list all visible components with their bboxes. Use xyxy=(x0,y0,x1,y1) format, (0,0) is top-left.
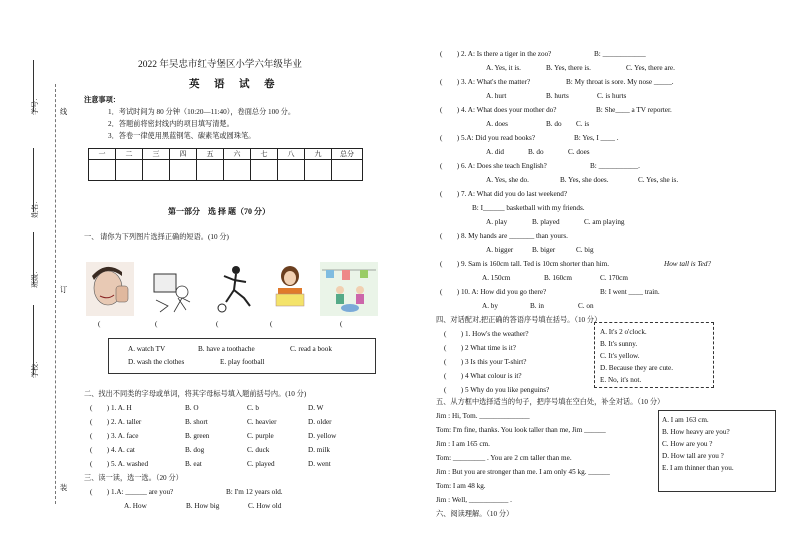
match-answer: A. It's 2 o'clock. xyxy=(600,328,647,336)
dialogue-line: Jim : But you are stronger than me. I am only 45 kg. ______ xyxy=(436,468,610,476)
phrase-option: B. have a toothache xyxy=(198,345,255,353)
seal-zhuang-char: 装 xyxy=(60,484,68,492)
school-label: 学校： xyxy=(31,357,39,378)
question-item: ( ) 3. A: What's the matter? xyxy=(440,78,531,86)
phrase-option: A. watch TV xyxy=(128,345,166,353)
option: A. by xyxy=(482,302,498,310)
option: B. Yes, she does. xyxy=(560,176,609,184)
answer-blank[interactable]: ( xyxy=(216,320,219,328)
option: A. play xyxy=(486,218,508,226)
option: C. played xyxy=(247,460,275,468)
option: C. is hurts xyxy=(597,92,627,100)
phrase-option-box xyxy=(108,338,376,374)
dialogue-line: Tom: I'm fine, thanks. You look taller than me, Jim ______ xyxy=(436,426,606,434)
name-label: 姓名： xyxy=(31,197,39,218)
notes-heading: 注意事项： xyxy=(84,96,120,104)
option: A. Yes, it is. xyxy=(486,64,521,72)
read-book-picture xyxy=(266,262,314,316)
sentence-option: B. How heavy are you? xyxy=(662,428,730,436)
question-item: ( ) 5.A: Did you read books? xyxy=(440,134,536,142)
question-item: ( ) 10. A: How did you go there? xyxy=(440,288,547,296)
option: A. did xyxy=(486,148,504,156)
section6-title: 六、阅读理解。（10 分） xyxy=(436,510,514,518)
option: D. yellow xyxy=(308,432,337,440)
answer-blank[interactable]: ( xyxy=(340,320,343,328)
answer-blank[interactable]: ( xyxy=(98,320,101,328)
exam-title: 2022 年吴忠市红寺堡区小学六年级毕业 xyxy=(138,60,302,70)
option: C. 170cm xyxy=(600,274,628,282)
play-football-picture xyxy=(210,262,258,316)
score-cell[interactable] xyxy=(143,160,170,181)
score-header: 总分 xyxy=(332,149,363,160)
match-question: ( ) 4 What colour is it? xyxy=(444,372,522,380)
match-answer: E. No, it's not. xyxy=(600,376,642,384)
question-reply: B: Yes, I ____ . xyxy=(574,134,619,142)
note-item: 3．答卷一律使用黑蓝钢笔、碳素笔或圆珠笔。 xyxy=(108,132,256,140)
section2-title: 二、找出不同类的字母或单词，将其字母标号填入题前括号内。(10 分) xyxy=(84,390,307,398)
dialogue-line: Tom: I am 48 kg. xyxy=(436,482,486,490)
question-item: ( ) 2. A: Is there a tiger in the zoo? xyxy=(440,50,552,58)
question-item: ( ) 6. A: Does she teach English? xyxy=(440,162,547,170)
question-reply: B: I went ____ train. xyxy=(600,288,660,296)
binding-margin xyxy=(0,0,78,560)
section3-title: 三、读一读，选一选。（20 分） xyxy=(84,474,183,482)
option: A. does xyxy=(486,120,508,128)
question-reply: B: My throat is sore. My nose _____. xyxy=(566,78,674,86)
answer-blank[interactable]: ( xyxy=(270,320,273,328)
score-header: 九 xyxy=(305,149,332,160)
score-header: 六 xyxy=(224,149,251,160)
score-cell[interactable] xyxy=(224,160,251,181)
score-cell[interactable] xyxy=(251,160,278,181)
phrase-option: C. read a book xyxy=(290,345,332,353)
match-question: ( ) 1. How's the weather? xyxy=(444,330,529,338)
option: B. in xyxy=(530,302,544,310)
option: C. is xyxy=(576,120,590,128)
option: B. 160cm xyxy=(544,274,572,282)
option: C. b xyxy=(247,404,259,412)
option: B. played xyxy=(532,218,560,226)
exam-subtitle: 英 语 试 卷 xyxy=(189,79,277,90)
question-reply: B: I______ basketball with my friends. xyxy=(472,204,585,212)
section1-title: 一、 请你为下列图片选择正确的短语。(10 分) xyxy=(84,233,229,241)
student-id-line xyxy=(33,60,34,112)
option: A. Yes, she do. xyxy=(486,176,529,184)
option: B. O xyxy=(185,404,199,412)
option: B. hurts xyxy=(546,92,569,100)
score-cell[interactable] xyxy=(197,160,224,181)
option: A. How xyxy=(124,502,147,510)
match-question: ( ) 3 Is this your T-shirt? xyxy=(444,358,527,366)
option: A. hurt xyxy=(486,92,507,100)
sentence-option: A. I am 163 cm. xyxy=(662,416,709,424)
section5-title: 五、从方框中选择适当的句子，把序号填在空白处，补全对话。（10 分） xyxy=(436,398,665,406)
note-item: 2．答题前将密封线内的项目填写清楚。 xyxy=(108,120,234,128)
question-item: ( ) 1.A: ______ are you? xyxy=(90,488,174,496)
option: A. bigger xyxy=(486,246,514,254)
seal-dashed-line xyxy=(55,84,56,504)
seal-ding-char: 订 xyxy=(60,286,68,294)
class-label: 班级： xyxy=(31,267,39,288)
option: C. How old xyxy=(248,502,282,510)
option: C. purple xyxy=(247,432,274,440)
option: A. 150cm xyxy=(482,274,511,282)
score-header: 五 xyxy=(197,149,224,160)
dialogue-line: Jim : Hi, Tom. ______________ xyxy=(436,412,530,420)
match-answer: D. Because they are cute. xyxy=(600,364,674,372)
option: B. How big xyxy=(186,502,220,510)
option: B. do xyxy=(528,148,544,156)
option: C. does xyxy=(568,148,590,156)
seal-line-char: 线 xyxy=(60,108,68,116)
score-header: 四 xyxy=(170,149,197,160)
score-cell[interactable] xyxy=(170,160,197,181)
option: B. green xyxy=(185,432,210,440)
option: D. milk xyxy=(308,446,330,454)
option: C. heavier xyxy=(247,418,277,426)
part1-heading: 第一部分 选 择 题（70 分） xyxy=(168,207,270,216)
option: C. Yes, she is. xyxy=(638,176,679,184)
question-item: ( ) 4. A: What does your mother do? xyxy=(440,106,557,114)
score-cell[interactable] xyxy=(278,160,305,181)
question-item: ( ) 2. A. taller xyxy=(90,418,142,426)
toothache-picture xyxy=(86,262,134,316)
name-line xyxy=(33,148,34,212)
option: C. big xyxy=(576,246,594,254)
question-item: ( ) 3. A. face xyxy=(90,432,139,440)
class-line xyxy=(33,232,34,284)
section4-title: 四、对话配对,把正确的答语序号填在括号。（10 分） xyxy=(436,316,602,324)
phrase-option: E. play football xyxy=(220,358,265,366)
question-reply: B: ____________ xyxy=(594,50,646,58)
watch-tv-picture xyxy=(148,262,196,316)
question-item: ( ) 9. Sam is 160cm tall. Ted is 10cm shorter than him. xyxy=(440,260,610,268)
option: C. on xyxy=(578,302,594,310)
dialogue-line: Jim : I am 165 cm. xyxy=(436,440,490,448)
score-header: 七 xyxy=(251,149,278,160)
score-table xyxy=(88,148,363,181)
option: C. Yes, there are. xyxy=(626,64,675,72)
score-cell[interactable] xyxy=(116,160,143,181)
answer-blank[interactable]: ( xyxy=(155,320,158,328)
score-header: 二 xyxy=(116,149,143,160)
sentence-option: D. How tall are you ? xyxy=(662,452,724,460)
student-id-label: 学号： xyxy=(31,94,39,115)
question-item: ( ) 5. A. washed xyxy=(90,460,149,468)
option: B. dog xyxy=(185,446,205,454)
question-item: ( ) 4. A. cat xyxy=(90,446,135,454)
dialogue-line: Jim : Well, ___________ . xyxy=(436,496,512,504)
question-reply: B: She____ a TV reporter. xyxy=(596,106,672,114)
note-item: 1．考试时间为 80 分钟（10:20—11:40），卷面总分 100 分。 xyxy=(108,108,296,116)
question-reply: B: I'm 12 years old. xyxy=(226,488,283,496)
match-question: ( ) 5 Why do you like penguins? xyxy=(444,386,550,394)
match-answer: B. It's sunny. xyxy=(600,340,638,348)
question-reply: B: ___________. xyxy=(590,162,640,170)
score-header: 一 xyxy=(89,149,116,160)
question-item: ( ) 8. My hands are _______ than yours. xyxy=(440,232,568,240)
question-item: ( ) 1. A. H xyxy=(90,404,132,412)
option: B. do xyxy=(546,120,562,128)
wash-clothes-picture xyxy=(320,262,378,316)
option: C. duck xyxy=(247,446,270,454)
score-header: 八 xyxy=(278,149,305,160)
option: D. older xyxy=(308,418,332,426)
question-item: ( ) 7. A: What did you do last weekend? xyxy=(440,190,568,198)
option: B. short xyxy=(185,418,208,426)
phrase-option: D. wash the clothes xyxy=(128,358,185,366)
question-prompt: How tall is Ted? xyxy=(664,260,712,268)
option: D. went xyxy=(308,460,331,468)
match-question: ( ) 2 What time is it? xyxy=(444,344,516,352)
dialogue-line: Tom: _________ . You are 2 cm taller than me. xyxy=(436,454,572,462)
match-answer: C. It's yellow. xyxy=(600,352,640,360)
sentence-option: E. I am thinner than you. xyxy=(662,464,734,472)
score-cell[interactable] xyxy=(89,160,116,181)
score-cell[interactable] xyxy=(305,160,332,181)
option: B. Yes, there is. xyxy=(546,64,591,72)
score-cell[interactable] xyxy=(332,160,363,181)
option: B. eat xyxy=(185,460,202,468)
sentence-option: C. How are you ? xyxy=(662,440,713,448)
school-line xyxy=(33,305,34,375)
score-header: 三 xyxy=(143,149,170,160)
option: B. biger xyxy=(532,246,556,254)
option: C. am playing xyxy=(584,218,625,226)
option: D. W xyxy=(308,404,324,412)
